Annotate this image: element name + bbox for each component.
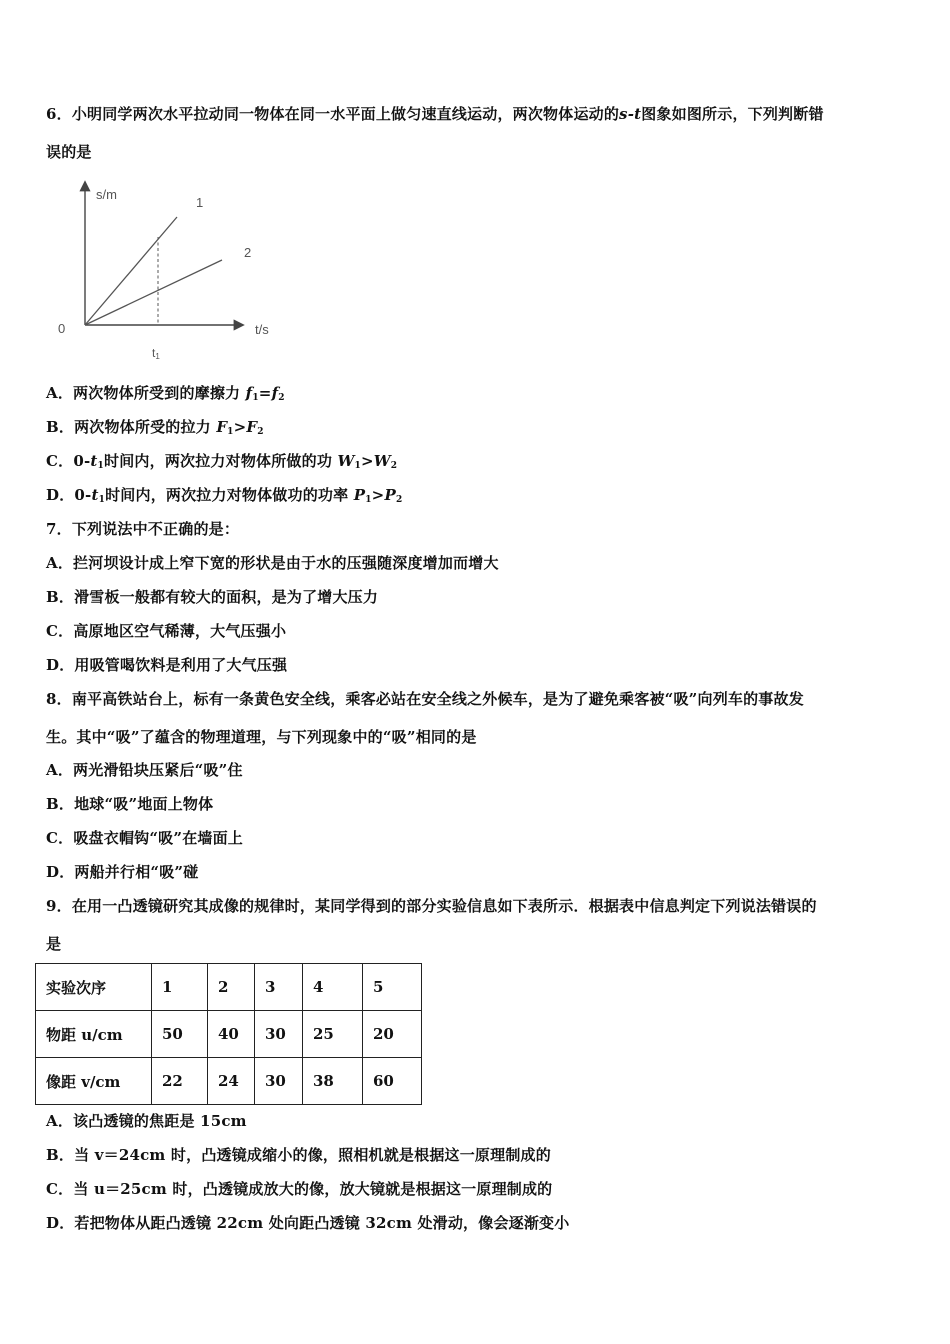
q8-option-a[interactable]: A．两光滑铅块压紧后“吸”住	[46, 761, 243, 779]
series-line-2	[85, 260, 222, 325]
table-cell: 2	[208, 964, 255, 1011]
q8-option-d[interactable]: D．两船并行相“吸”碰	[46, 863, 199, 881]
experiment-table	[35, 963, 422, 1105]
table-cell: 20	[363, 1011, 422, 1058]
q8-option-c[interactable]: C．吸盘衣帽钩“吸”在墙面上	[46, 829, 243, 847]
table-cell: 5	[363, 964, 422, 1011]
table-row	[36, 964, 422, 1011]
origin-label: 0	[58, 321, 66, 336]
q9-stem-line2: 是	[46, 935, 62, 953]
table-cell: 38	[303, 1058, 363, 1105]
table-cell: 4	[303, 964, 363, 1011]
table-cell: 像距 v/cm	[36, 1058, 152, 1105]
q6-stem-line1: 6．小明同学两次水平拉动同一物体在同一水平面上做匀速直线运动，两次物体运动的s-t图象如图所示，下列判断错	[46, 105, 824, 123]
table-row	[36, 1011, 422, 1058]
q6-option-a[interactable]: A．两次物体所受到的摩擦力 $f_1=f_2$	[46, 384, 285, 403]
t1-label: t1	[152, 346, 160, 361]
line-1-label: 1	[196, 195, 204, 210]
table-cell: 24	[208, 1058, 255, 1105]
table-cell: 40	[208, 1011, 255, 1058]
q9-option-a[interactable]: A．该凸透镜的焦距是 15cm	[46, 1112, 247, 1130]
q7-option-b[interactable]: B．滑雪板一般都有较大的面积，是为了增大压力	[46, 588, 379, 606]
q8-stem-line2: 生。其中“吸”了蕴含的物理道理，与下列现象中的“吸”相同的是	[46, 728, 477, 746]
q7-option-c[interactable]: C．高原地区空气稀薄，大气压强小	[46, 622, 287, 640]
q7-option-d[interactable]: D．用吸管喝饮料是利用了大气压强	[46, 656, 288, 674]
table-cell: 30	[255, 1011, 303, 1058]
q7-option-a[interactable]: A．拦河坝设计成上窄下宽的形状是由于水的压强随深度增加而增大	[46, 554, 499, 572]
q8-stem-line1: 8．南平高铁站台上，标有一条黄色安全线，乘客必站在安全线之外候车，是为了避免乘客被“吸”向列车的事故发	[46, 690, 804, 708]
line-2-label: 2	[244, 245, 252, 260]
table-cell: 物距 u/cm	[36, 1011, 152, 1058]
x-axis-label: t/s	[255, 322, 269, 337]
q6-option-c[interactable]: C．$0-t_1$时间内，两次拉力对物体所做的功 $W_1>W_2$	[46, 452, 398, 471]
q9-stem-line1: 9．在用一凸透镜研究其成像的规律时，某同学得到的部分实验信息如下表所示．根据表中信息判定下列说法错误的	[46, 897, 817, 915]
table-cell: 30	[255, 1058, 303, 1105]
table-cell: 60	[363, 1058, 422, 1105]
table-cell: 3	[255, 964, 303, 1011]
q6-st-variable: s-t	[619, 105, 642, 123]
table-row	[36, 1058, 422, 1105]
y-axis-label: s/m	[96, 187, 117, 202]
table-cell: 25	[303, 1011, 363, 1058]
table-cell: 50	[152, 1011, 208, 1058]
st-graph	[50, 175, 290, 370]
table-cell: 1	[152, 964, 208, 1011]
table-cell: 实验次序	[36, 964, 152, 1011]
table-cell: 22	[152, 1058, 208, 1105]
q6-option-b[interactable]: B．两次物体所受的拉力 $F_1>F_2$	[46, 418, 264, 437]
q9-option-c[interactable]: C．当 u＝25cm 时，凸透镜成放大的像，放大镜就是根据这一原理制成的	[46, 1180, 553, 1198]
q6-option-d[interactable]: D．$0-t_1$时间内，两次拉力对物体做功的功率 $P_1>P_2$	[46, 486, 403, 505]
q9-option-b[interactable]: B．当 v＝24cm 时，凸透镜成缩小的像，照相机就是根据这一原理制成的	[46, 1146, 551, 1164]
q7-stem: 7．下列说法中不正确的是：	[46, 520, 240, 538]
q9-option-d[interactable]: D．若把物体从距凸透镜 22cm 处向距凸透镜 32cm 处滑动，像会逐渐变小	[46, 1214, 570, 1232]
q6-stem-line2: 误的是	[46, 143, 92, 161]
series-line-1	[85, 217, 177, 325]
q8-option-b[interactable]: B．地球“吸”地面上物体	[46, 795, 214, 813]
